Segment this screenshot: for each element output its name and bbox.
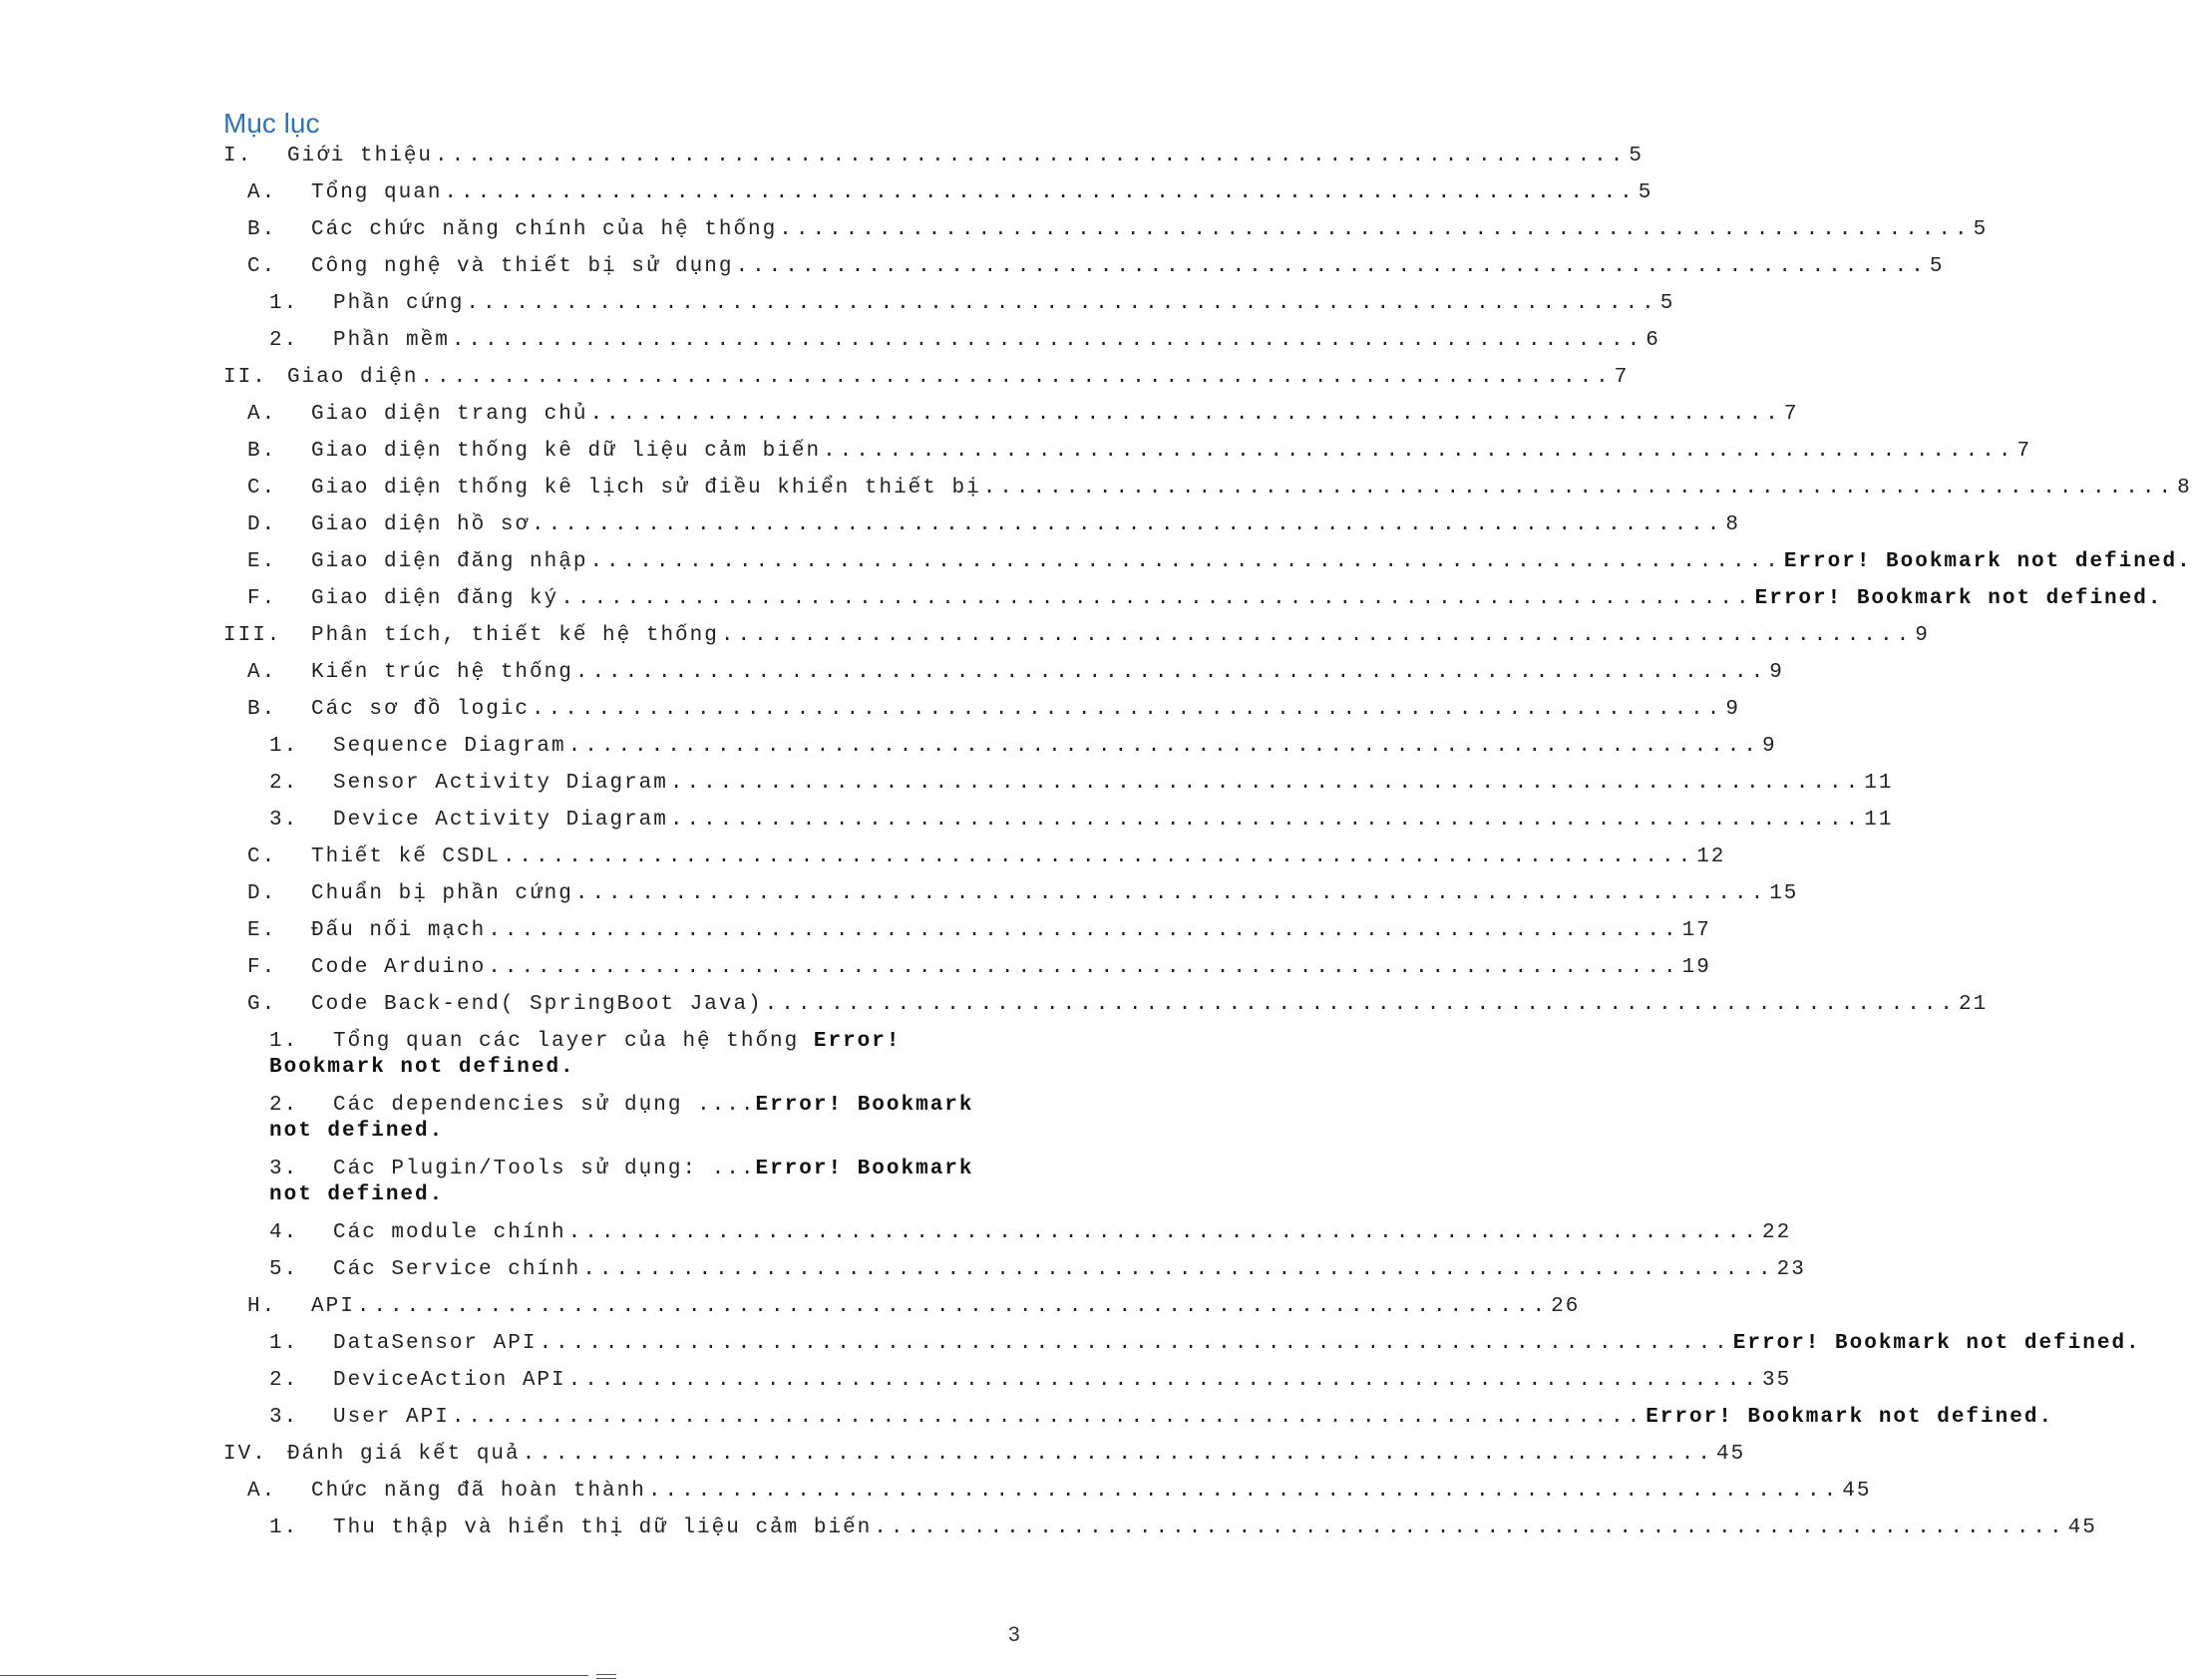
toc-entry[interactable] — [223, 1368, 1792, 1405]
toc-entry-number: 2. — [269, 772, 299, 795]
toc-entry-page: 21 — [1959, 993, 1989, 1016]
toc-dot-leader: ........................................................................ — [823, 440, 2015, 463]
toc-entry[interactable] — [223, 734, 1777, 771]
toc-entry-page: 8 — [2177, 477, 2192, 500]
toc-entry-number: G. — [247, 993, 277, 1016]
toc-entry-text: Các Service chính — [333, 1258, 581, 1281]
toc-dot-leader: ........................................................................ — [874, 1516, 2066, 1539]
toc-entry-page: 7 — [1783, 403, 1799, 426]
toc-entry-number: 3. — [269, 809, 299, 832]
toc-dot-leader: ........................................................................ — [488, 919, 1680, 942]
toc-dot-leader: ........................................................................ — [560, 587, 1753, 610]
toc-entry-number: B. — [247, 698, 277, 721]
toc-entry-number: C. — [247, 845, 277, 868]
toc-entry[interactable] — [223, 254, 1945, 291]
toc-entry[interactable] — [223, 1220, 1792, 1257]
toc-entry[interactable] — [223, 1294, 1581, 1331]
toc-dot-leader: ........................................................................ — [539, 1332, 1731, 1355]
toc-entry[interactable] — [223, 1405, 2054, 1442]
toc-dot-leader: ... — [711, 1158, 756, 1180]
toc-entry-text: Các sơ đồ logic — [311, 698, 531, 721]
toc-entry-number: IV. — [223, 1443, 267, 1466]
toc-entry-number: 1. — [269, 735, 299, 758]
toc-entry-number: A. — [247, 181, 277, 204]
toc-entry[interactable] — [223, 697, 1740, 734]
toc-entry[interactable] — [223, 586, 2163, 623]
toc-entry-page: 9 — [1769, 661, 1784, 684]
toc-dot-leader: ........................................................................ — [574, 661, 1768, 684]
toc-entry-text: Chức năng đã hoàn thành — [311, 1480, 646, 1503]
toc-entry-text: API — [311, 1295, 355, 1318]
toc-entry[interactable] — [223, 1093, 1021, 1157]
toc-entry[interactable] — [223, 291, 1675, 328]
toc-dot-leader: ........................................................................ — [488, 956, 1680, 979]
toc-entry-text: Giao diện hồ sơ — [311, 513, 531, 536]
toc-dot-leader: ........................................................................ — [647, 1480, 1841, 1503]
toc-entry-text: Các Plugin/Tools sử dụng: — [333, 1158, 712, 1180]
toc-dot-leader: .... — [697, 1094, 756, 1117]
toc-entry[interactable] — [223, 328, 1660, 365]
toc-entry-number: 1. — [269, 1332, 299, 1355]
toc-dot-leader: ........................................................................ — [779, 218, 1972, 241]
toc-dot-leader: ........................................................................ — [451, 1406, 1644, 1429]
toc-entry-number: E. — [247, 550, 277, 573]
toc-entry-page: 35 — [1762, 1369, 1792, 1392]
toc-entry[interactable] — [223, 808, 1894, 844]
toc-entry-number: 2. — [269, 1094, 299, 1117]
toc-entry-page: 7 — [1614, 366, 1630, 389]
toc-entry-number: A. — [247, 1480, 277, 1503]
toc-entry-number: 2. — [269, 1369, 299, 1392]
toc-dot-leader: ........................................................................ — [435, 145, 1628, 168]
toc-entry-text: Giao diện thống kê lịch sử điều khiển thiết bị — [311, 477, 981, 500]
toc-entry-text: Giới thiệu — [287, 145, 434, 168]
toc-entry-page: 15 — [1769, 882, 1799, 905]
toc-entry-text: Các chức năng chính của hệ thống — [311, 218, 778, 241]
toc-entry-number: C. — [247, 255, 277, 278]
toc-dot-leader: ........................................................................ — [720, 624, 1914, 647]
toc-dot-leader: ........................................................................ — [589, 550, 1782, 573]
toc-entry-number: B. — [247, 440, 277, 463]
toc-entry-page: 9 — [1762, 735, 1777, 758]
toc-entry[interactable] — [223, 1157, 1021, 1220]
toc-entry[interactable] — [223, 881, 1799, 918]
toc-entry-number: D. — [247, 882, 277, 905]
toc-entry-page: 45 — [1842, 1480, 1872, 1503]
toc-entry-number: C. — [247, 477, 277, 500]
toc-entry-number: 1. — [269, 292, 299, 315]
toc-entry-text: Giao diện trang chủ — [311, 403, 588, 426]
toc-entry[interactable] — [223, 476, 2192, 512]
toc-entry-page: 26 — [1551, 1295, 1581, 1318]
toc-entry-page: 8 — [1725, 513, 1740, 536]
toc-dot-leader: ........................................................................ — [466, 292, 1658, 315]
toc-entry-page: 11 — [1864, 772, 1894, 795]
toc-entry-page: 17 — [1681, 919, 1711, 942]
toc-dot-leader: ........................................................................ — [567, 1221, 1760, 1244]
toc-entry-text: Phân tích, thiết kế hệ thống — [311, 624, 719, 647]
toc-entry-number: H. — [247, 1295, 277, 1318]
toc-entry[interactable] — [223, 180, 1653, 217]
toc-heading: Mục lục — [223, 108, 320, 139]
toc-entry-text: Thu thập và hiển thị dữ liệu cảm biến — [333, 1516, 873, 1539]
toc-entry-page-error: Error! Bookmark not defined. — [1754, 587, 2163, 610]
toc-dot-leader: ........................................................................ — [451, 329, 1644, 352]
toc-entry[interactable] — [223, 918, 1711, 955]
toc-dot-leader: ........................................................................ — [567, 1369, 1760, 1392]
toc-entry-number: F. — [247, 956, 277, 979]
toc-entry-number: II. — [223, 366, 267, 389]
toc-entry-text: Code Arduino — [311, 956, 487, 979]
toc-entry-text: Chuẩn bị phần cứng — [311, 882, 573, 905]
toc-entry-number: A. — [247, 403, 277, 426]
toc-entry-number: 4. — [269, 1221, 299, 1244]
toc-entry-text: Giao diện — [287, 366, 419, 389]
toc-entry-text: Công nghệ và thiết bị sử dụng — [311, 255, 734, 278]
toc-entry-number: 2. — [269, 329, 299, 352]
toc-entry-text: User API — [333, 1406, 450, 1429]
toc-entry[interactable] — [223, 549, 2192, 586]
toc-entry-text: Tổng quan các layer của hệ thống — [333, 1030, 814, 1053]
toc-entry-page: 9 — [1725, 698, 1740, 721]
toc-entry-page-error: Error! Bookmark not defined. — [1732, 1332, 2141, 1355]
toc-entry[interactable] — [223, 217, 1989, 254]
toc-entry-number: I. — [223, 145, 253, 168]
toc-entry-page-error: Error! Bookmark not defined. — [269, 1158, 974, 1206]
toc-entry-page: 45 — [2067, 1516, 2097, 1539]
toc-entry-text: Các module chính — [333, 1221, 566, 1244]
toc-entry[interactable] — [223, 623, 1930, 660]
toc-dot-leader: ........................................................................ — [982, 477, 2176, 500]
toc-dot-leader: ........................................................................ — [582, 1258, 1775, 1281]
toc-entry[interactable] — [223, 992, 1989, 1029]
toc-entry-number: 1. — [269, 1030, 299, 1053]
toc-entry-page-error: Error! Bookmark not defined. — [1783, 550, 2192, 573]
toc-entry-number: E. — [247, 919, 277, 942]
toc-dot-leader: ........................................................................ — [532, 698, 1724, 721]
toc-entry[interactable] — [223, 439, 2032, 476]
toc-entry-number: III. — [223, 624, 282, 647]
toc-entry-page: 23 — [1776, 1258, 1806, 1281]
toc-entry-number: B. — [247, 218, 277, 241]
toc-entry-text: Tổng quan — [311, 181, 443, 204]
toc-entry[interactable] — [223, 1029, 1021, 1093]
toc-entry[interactable] — [223, 771, 1894, 808]
toc-entry-text: DeviceAction API — [333, 1369, 566, 1392]
toc-entry-text: DataSensor API — [333, 1332, 538, 1355]
toc-entry-text: Code Back-end( SpringBoot Java) — [311, 993, 763, 1016]
toc-entry-page-error: Error! Bookmark not defined. — [269, 1094, 974, 1143]
toc-entry-text: Device Activity Diagram — [333, 809, 668, 832]
toc-entry-page-error: Error! Bookmark not defined. — [1645, 1406, 2054, 1429]
toc-entry[interactable] — [223, 1331, 2141, 1368]
toc-entry-page: 11 — [1864, 809, 1894, 832]
toc-entry-page: 5 — [1659, 292, 1675, 315]
toc-entry-number: A. — [247, 661, 277, 684]
toc-entry-page: 19 — [1681, 956, 1711, 979]
toc-entry[interactable] — [223, 512, 1740, 549]
toc-entry-page: 5 — [1629, 145, 1644, 168]
toc-entry-text: Phần cứng — [333, 292, 465, 315]
toc-entry[interactable] — [223, 660, 1784, 697]
toc-entry-text: Sequence Diagram — [333, 735, 566, 758]
toc-dot-leader: ........................................................................ — [420, 366, 1613, 389]
toc-dot-leader: ........................................................................ — [532, 513, 1724, 536]
toc-dot-leader: ........................................................................ — [444, 181, 1637, 204]
toc-entry-text: Sensor Activity Diagram — [333, 772, 668, 795]
toc-entry-page: 5 — [1638, 181, 1653, 204]
toc-entry-page-error: Error! Bookmark not defined. — [269, 1030, 902, 1079]
toc-entry-page: 5 — [1929, 255, 1945, 278]
toc-entry-page: 5 — [1973, 218, 1989, 241]
toc-dot-leader: ........................................................................ — [669, 809, 1863, 832]
toc-entry[interactable] — [223, 144, 1644, 180]
toc-entry[interactable] — [223, 955, 1711, 992]
toc-entry[interactable] — [223, 1479, 1872, 1515]
toc-entry-text: Giao diện thống kê dữ liệu cảm biến — [311, 440, 822, 463]
toc-entry[interactable] — [223, 1257, 1806, 1294]
toc-entry[interactable] — [223, 844, 1726, 881]
toc-dot-leader: ........................................................................ — [589, 403, 1782, 426]
toc-entry-text: Các dependencies sử dụng — [333, 1094, 698, 1117]
toc-entry-number: F. — [247, 587, 277, 610]
footer-section-mark — [596, 1674, 616, 1679]
toc-entry-number: 3. — [269, 1406, 299, 1429]
toc-dot-leader: ........................................................................ — [502, 845, 1695, 868]
toc-dot-leader: ........................................................................ — [735, 255, 1928, 278]
toc-entry-page: 45 — [1716, 1443, 1746, 1466]
table-of-contents — [223, 144, 2192, 1552]
toc-dot-leader: ........................................................................ — [574, 882, 1768, 905]
toc-entry-text: Giao diện đăng nhập — [311, 550, 588, 573]
toc-dot-leader: ........................................................................ — [567, 735, 1760, 758]
toc-dot-leader: ........................................................................ — [764, 993, 1958, 1016]
toc-entry[interactable] — [223, 1515, 2097, 1552]
toc-entry-text: Giao diện đăng ký — [311, 587, 559, 610]
toc-entry-page: 6 — [1645, 329, 1660, 352]
toc-entry-number: 5. — [269, 1258, 299, 1281]
toc-entry-text: Phần mềm — [333, 329, 450, 352]
toc-entry-number: D. — [247, 513, 277, 536]
toc-entry-text: Đấu nối mạch — [311, 919, 487, 942]
toc-entry-number: 1. — [269, 1516, 299, 1539]
toc-entry-page: 7 — [2016, 440, 2032, 463]
toc-dot-leader: ........................................................................ — [669, 772, 1863, 795]
toc-entry-text: Đánh giá kết quả — [287, 1443, 521, 1466]
toc-entry[interactable] — [223, 1442, 1746, 1479]
toc-entry-text: Kiến trúc hệ thống — [311, 661, 573, 684]
toc-entry-text: Thiết kế CSDL — [311, 845, 501, 868]
toc-entry[interactable] — [223, 365, 1630, 402]
toc-entry[interactable] — [223, 402, 1799, 439]
toc-dot-leader: ........................................................................ — [356, 1295, 1550, 1318]
page-number: 3 — [1008, 1623, 1020, 1646]
toc-entry-number: 3. — [269, 1158, 299, 1180]
toc-entry-page: 12 — [1696, 845, 1726, 868]
footer-divider — [0, 1675, 588, 1676]
toc-dot-leader: ........................................................................ — [522, 1443, 1714, 1466]
toc-entry-page: 9 — [1915, 624, 1930, 647]
toc-entry-page: 22 — [1762, 1221, 1792, 1244]
